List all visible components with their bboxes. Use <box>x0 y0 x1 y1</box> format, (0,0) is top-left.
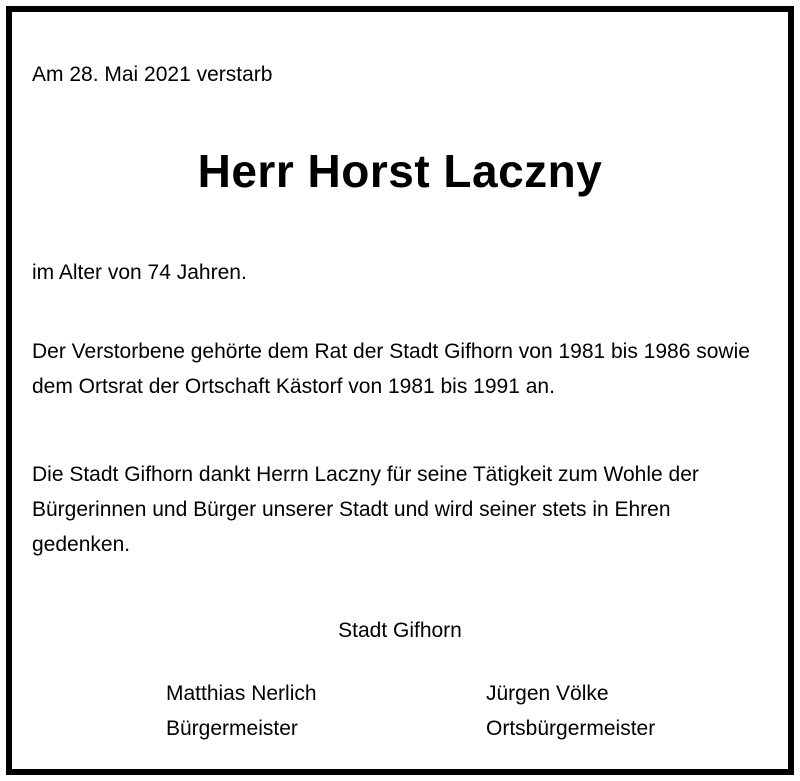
signatory-local-mayor <box>486 676 655 746</box>
age-text: im Alter von 74 Jahren. <box>32 261 247 284</box>
gratitude-paragraph: Die Stadt Gifhorn dankt Herrn Laczny für seine Tätigkeit zum Wohle der Bürgerinnen und Bürger unserer Stadt und wird seiner stets in Ehren gedenken. <box>32 463 699 556</box>
signatory-mayor <box>166 676 317 746</box>
deceased-name: Herr Horst Laczny <box>197 145 603 197</box>
council-membership-paragraph: Der Verstorbene gehörte dem Rat der Stadt Gifhorn von 1981 bis 1986 sowie dem Ortsrat der Ortschaft Kästorf von 1981 bis 1991 an. <box>32 340 750 398</box>
signatory-name: Jürgen Völke <box>486 682 609 705</box>
signatory-title: Ortsbürgermeister <box>486 717 656 740</box>
obituary-notice <box>6 6 794 775</box>
intro-text: Am 28. Mai 2021 verstarb <box>32 63 273 86</box>
signatory-name: Matthias Nerlich <box>166 682 317 705</box>
organization-name: Stadt Gifhorn <box>338 619 462 642</box>
signatory-title: Bürgermeister <box>166 717 298 740</box>
